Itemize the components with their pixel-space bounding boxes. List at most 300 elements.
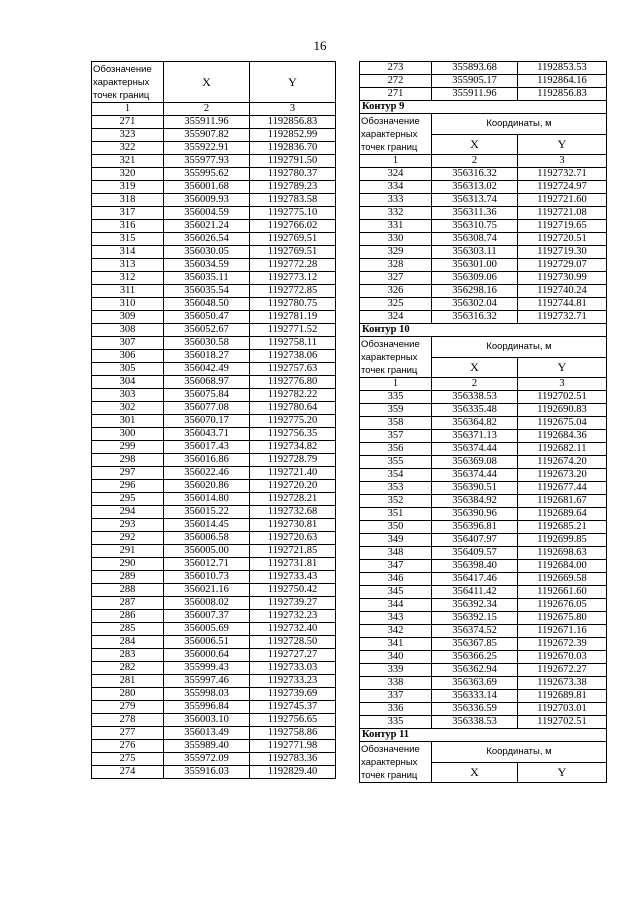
x-value: 356014.45	[164, 519, 250, 532]
point-number: 303	[92, 389, 164, 402]
table-row	[92, 207, 336, 220]
table-row	[92, 506, 336, 519]
point-number: 274	[92, 766, 164, 779]
point-number: 337	[360, 690, 432, 703]
x-value: 355989.40	[164, 740, 250, 753]
y-value: 1192775.10	[250, 207, 336, 220]
table-row	[92, 428, 336, 441]
y-value: 1192734.82	[250, 441, 336, 454]
x-value: 356390.51	[432, 482, 518, 495]
coordinates-header: Координаты, м	[432, 742, 607, 763]
table-row	[360, 599, 607, 612]
point-number: 326	[360, 285, 432, 298]
x-value: 356333.14	[432, 690, 518, 703]
y-value: 1192782.22	[250, 389, 336, 402]
point-number: 320	[92, 168, 164, 181]
contour-title-row	[360, 729, 607, 742]
table-row	[92, 623, 336, 636]
table-row	[92, 519, 336, 532]
y-value: 1192730.81	[250, 519, 336, 532]
x-value: 355893.68	[432, 62, 518, 75]
point-number: 271	[360, 88, 432, 101]
table-row	[360, 443, 607, 456]
y-value: 1192771.98	[250, 740, 336, 753]
table-row	[360, 521, 607, 534]
x-value: 356021.24	[164, 220, 250, 233]
point-number: 348	[360, 547, 432, 560]
contour-title-row	[360, 324, 607, 337]
y-value: 1192684.36	[518, 430, 607, 443]
column-number: 3	[518, 155, 607, 168]
x-value: 356396.81	[432, 521, 518, 534]
point-number: 284	[92, 636, 164, 649]
y-value: 1192856.83	[518, 88, 607, 101]
x-value: 356050.47	[164, 311, 250, 324]
x-value: 356316.32	[432, 168, 518, 181]
y-header: Y	[518, 762, 607, 783]
x-value: 356367.85	[432, 638, 518, 651]
y-value: 1192856.83	[250, 116, 336, 129]
point-number: 312	[92, 272, 164, 285]
x-value: 356075.84	[164, 389, 250, 402]
point-number: 299	[92, 441, 164, 454]
x-value: 356013.49	[164, 727, 250, 740]
table-row	[360, 677, 607, 690]
designation-header-line: характерных	[361, 351, 418, 363]
x-header: X	[432, 134, 518, 155]
y-value: 1192719.30	[518, 246, 607, 259]
table-row	[92, 337, 336, 350]
point-number: 275	[92, 753, 164, 766]
point-number: 345	[360, 586, 432, 599]
x-value: 356000.64	[164, 649, 250, 662]
point-number: 344	[360, 599, 432, 612]
point-number: 354	[360, 469, 432, 482]
column-number: 3	[518, 378, 607, 391]
point-number: 308	[92, 324, 164, 337]
y-value: 1192703.01	[518, 703, 607, 716]
x-value: 356390.96	[432, 508, 518, 521]
point-number: 283	[92, 649, 164, 662]
y-value: 1192690.83	[518, 404, 607, 417]
x-header: X	[432, 357, 518, 378]
x-value: 356392.34	[432, 599, 518, 612]
table-row	[360, 534, 607, 547]
contour-title: Контур 10	[360, 324, 607, 337]
point-number: 347	[360, 560, 432, 573]
table-row	[360, 482, 607, 495]
x-value: 355911.96	[164, 116, 250, 129]
x-value: 356012.71	[164, 558, 250, 571]
y-header: Y	[518, 134, 607, 155]
left-coordinates-table	[91, 61, 336, 779]
x-value: 356052.67	[164, 324, 250, 337]
point-number: 289	[92, 571, 164, 584]
y-value: 1192783.36	[250, 753, 336, 766]
point-number: 287	[92, 597, 164, 610]
point-number: 317	[92, 207, 164, 220]
column-number-row	[360, 155, 607, 168]
contour-title-row	[360, 101, 607, 114]
y-value: 1192728.21	[250, 493, 336, 506]
y-value: 1192739.27	[250, 597, 336, 610]
x-value: 356018.27	[164, 350, 250, 363]
y-header: Y	[518, 357, 607, 378]
table-row	[92, 675, 336, 688]
y-value: 1192675.04	[518, 417, 607, 430]
x-value: 356384.92	[432, 495, 518, 508]
y-value: 1192745.37	[250, 701, 336, 714]
point-number: 302	[92, 402, 164, 415]
designation-header-line: точек границ	[361, 769, 418, 781]
table-row	[92, 467, 336, 480]
x-value: 356364.82	[432, 417, 518, 430]
y-header: Y	[250, 62, 336, 103]
table-row	[92, 454, 336, 467]
x-value: 356369.08	[432, 456, 518, 469]
point-number: 313	[92, 259, 164, 272]
designation-header	[360, 114, 432, 155]
y-value: 1192740.24	[518, 285, 607, 298]
x-value: 356015.22	[164, 506, 250, 519]
y-value: 1192677.44	[518, 482, 607, 495]
point-number: 278	[92, 714, 164, 727]
point-number: 329	[360, 246, 432, 259]
y-value: 1192781.19	[250, 311, 336, 324]
designation-header-line: точек границ	[93, 89, 150, 101]
table-row	[360, 404, 607, 417]
point-number: 334	[360, 181, 432, 194]
table-row	[360, 181, 607, 194]
y-value: 1192744.81	[518, 298, 607, 311]
y-value: 1192852.99	[250, 129, 336, 142]
table-row	[360, 625, 607, 638]
y-value: 1192750.42	[250, 584, 336, 597]
point-number: 277	[92, 727, 164, 740]
point-number: 319	[92, 181, 164, 194]
table-row	[360, 612, 607, 625]
table-row	[92, 168, 336, 181]
table-row	[360, 547, 607, 560]
y-value: 1192766.02	[250, 220, 336, 233]
x-value: 355905.17	[432, 75, 518, 88]
point-number: 324	[360, 168, 432, 181]
y-value: 1192721.60	[518, 194, 607, 207]
point-number: 271	[92, 116, 164, 129]
x-header: X	[164, 62, 250, 103]
y-value: 1192789.23	[250, 181, 336, 194]
table-row	[360, 508, 607, 521]
point-number: 314	[92, 246, 164, 259]
y-value: 1192719.65	[518, 220, 607, 233]
table-row	[92, 662, 336, 675]
y-value: 1192675.80	[518, 612, 607, 625]
point-number: 357	[360, 430, 432, 443]
designation-header-line: характерных	[93, 76, 150, 88]
point-number: 310	[92, 298, 164, 311]
x-value: 356310.75	[432, 220, 518, 233]
y-value: 1192732.68	[250, 506, 336, 519]
point-number: 307	[92, 337, 164, 350]
table-row	[92, 493, 336, 506]
point-number: 349	[360, 534, 432, 547]
table-row	[360, 560, 607, 573]
point-number: 330	[360, 233, 432, 246]
table-row	[92, 545, 336, 558]
table-row	[92, 740, 336, 753]
point-number: 332	[360, 207, 432, 220]
column-number: 2	[432, 155, 518, 168]
y-value: 1192730.99	[518, 272, 607, 285]
table-header-row	[92, 62, 336, 103]
designation-header-line: точек границ	[361, 364, 418, 376]
x-value: 356309.06	[432, 272, 518, 285]
point-number: 273	[360, 62, 432, 75]
y-value: 1192684.00	[518, 560, 607, 573]
point-number: 358	[360, 417, 432, 430]
point-number: 286	[92, 610, 164, 623]
table-row	[360, 311, 607, 324]
x-value: 356035.54	[164, 285, 250, 298]
column-number: 2	[432, 378, 518, 391]
point-number: 294	[92, 506, 164, 519]
table-row	[92, 571, 336, 584]
x-value: 356374.44	[432, 443, 518, 456]
table-row	[360, 703, 607, 716]
table-row	[360, 690, 607, 703]
x-value: 356010.73	[164, 571, 250, 584]
x-value: 356006.58	[164, 532, 250, 545]
table-row	[92, 441, 336, 454]
table-row	[92, 142, 336, 155]
designation-header	[360, 337, 432, 378]
table-row	[92, 597, 336, 610]
y-value: 1192676.05	[518, 599, 607, 612]
table-row	[92, 324, 336, 337]
table-row	[360, 391, 607, 404]
y-value: 1192780.75	[250, 298, 336, 311]
table-row	[360, 233, 607, 246]
point-number: 327	[360, 272, 432, 285]
y-value: 1192780.64	[250, 402, 336, 415]
point-number: 323	[92, 129, 164, 142]
x-value: 356007.37	[164, 610, 250, 623]
y-value: 1192772.85	[250, 285, 336, 298]
point-number: 293	[92, 519, 164, 532]
point-number: 353	[360, 482, 432, 495]
point-number: 322	[92, 142, 164, 155]
y-value: 1192791.50	[250, 155, 336, 168]
table-row	[92, 220, 336, 233]
column-number: 1	[360, 155, 432, 168]
designation-header-line: характерных	[361, 128, 418, 140]
x-value: 356020.86	[164, 480, 250, 493]
x-value: 355997.46	[164, 675, 250, 688]
point-number: 359	[360, 404, 432, 417]
y-value: 1192728.50	[250, 636, 336, 649]
table-row	[360, 62, 607, 75]
column-number-row	[360, 378, 607, 391]
y-value: 1192780.37	[250, 168, 336, 181]
x-value: 355907.82	[164, 129, 250, 142]
point-number: 288	[92, 584, 164, 597]
x-value: 356001.68	[164, 181, 250, 194]
x-value: 356043.71	[164, 428, 250, 441]
y-value: 1192689.81	[518, 690, 607, 703]
y-value: 1192773.12	[250, 272, 336, 285]
x-value: 356316.32	[432, 311, 518, 324]
table-row	[360, 88, 607, 101]
x-value: 356336.59	[432, 703, 518, 716]
y-value: 1192733.23	[250, 675, 336, 688]
point-number: 342	[360, 625, 432, 638]
y-value: 1192672.39	[518, 638, 607, 651]
table-row	[360, 651, 607, 664]
table-row	[92, 584, 336, 597]
table-row	[92, 480, 336, 493]
x-value: 356313.74	[432, 194, 518, 207]
y-value: 1192661.60	[518, 586, 607, 599]
y-value: 1192769.51	[250, 233, 336, 246]
x-value: 356022.46	[164, 467, 250, 480]
y-value: 1192829.40	[250, 766, 336, 779]
designation-header	[360, 742, 432, 783]
point-number: 290	[92, 558, 164, 571]
x-value: 356070.17	[164, 415, 250, 428]
y-value: 1192721.40	[250, 467, 336, 480]
table-row	[360, 586, 607, 599]
column-number: 2	[164, 103, 250, 116]
point-number: 282	[92, 662, 164, 675]
table-row	[92, 194, 336, 207]
x-value: 356392.15	[432, 612, 518, 625]
x-value: 355972.09	[164, 753, 250, 766]
point-number: 315	[92, 233, 164, 246]
table-row	[92, 363, 336, 376]
table-row	[92, 558, 336, 571]
x-value: 356338.53	[432, 391, 518, 404]
point-number: 351	[360, 508, 432, 521]
y-value: 1192672.27	[518, 664, 607, 677]
y-value: 1192727.27	[250, 649, 336, 662]
x-value: 356298.16	[432, 285, 518, 298]
point-number: 295	[92, 493, 164, 506]
table-row	[360, 246, 607, 259]
y-value: 1192720.51	[518, 233, 607, 246]
column-number: 1	[92, 103, 164, 116]
point-number: 318	[92, 194, 164, 207]
y-value: 1192670.03	[518, 651, 607, 664]
x-value: 355911.96	[432, 88, 518, 101]
point-number: 339	[360, 664, 432, 677]
point-number: 333	[360, 194, 432, 207]
x-value: 356048.50	[164, 298, 250, 311]
table-row	[92, 129, 336, 142]
x-value: 356068.97	[164, 376, 250, 389]
point-number: 300	[92, 428, 164, 441]
table-row	[360, 75, 607, 88]
table-row	[360, 430, 607, 443]
x-value: 356374.44	[432, 469, 518, 482]
x-value: 356030.58	[164, 337, 250, 350]
point-number: 301	[92, 415, 164, 428]
point-number: 336	[360, 703, 432, 716]
table-row	[360, 194, 607, 207]
point-number: 285	[92, 623, 164, 636]
x-value: 356366.25	[432, 651, 518, 664]
x-value: 356006.51	[164, 636, 250, 649]
point-number: 350	[360, 521, 432, 534]
point-number: 356	[360, 443, 432, 456]
x-value: 355922.91	[164, 142, 250, 155]
table-row	[92, 155, 336, 168]
y-value: 1192702.51	[518, 716, 607, 729]
table-row	[92, 285, 336, 298]
designation-header-line: Обозначение	[361, 743, 420, 755]
point-number: 335	[360, 391, 432, 404]
y-value: 1192732.23	[250, 610, 336, 623]
table-row	[92, 181, 336, 194]
y-value: 1192732.71	[518, 168, 607, 181]
table-header-row	[360, 337, 607, 358]
table-row	[92, 350, 336, 363]
x-value: 356302.04	[432, 298, 518, 311]
table-row	[360, 259, 607, 272]
x-value: 356308.74	[432, 233, 518, 246]
point-number: 272	[360, 75, 432, 88]
y-value: 1192732.71	[518, 311, 607, 324]
x-value: 356303.11	[432, 246, 518, 259]
point-number: 291	[92, 545, 164, 558]
y-value: 1192733.03	[250, 662, 336, 675]
y-value: 1192732.40	[250, 623, 336, 636]
x-value: 356338.53	[432, 716, 518, 729]
x-value: 356374.52	[432, 625, 518, 638]
table-row	[360, 272, 607, 285]
table-row	[360, 716, 607, 729]
x-value: 356014.80	[164, 493, 250, 506]
x-value: 356311.36	[432, 207, 518, 220]
x-value: 356335.48	[432, 404, 518, 417]
y-value: 1192685.21	[518, 521, 607, 534]
x-value: 356398.40	[432, 560, 518, 573]
y-value: 1192720.20	[250, 480, 336, 493]
table-row	[92, 116, 336, 129]
contour-title: Контур 11	[360, 729, 607, 742]
point-number: 280	[92, 688, 164, 701]
x-value: 355995.62	[164, 168, 250, 181]
y-value: 1192758.86	[250, 727, 336, 740]
x-value: 356411.42	[432, 586, 518, 599]
x-value: 356362.94	[432, 664, 518, 677]
table-row	[360, 298, 607, 311]
point-number: 338	[360, 677, 432, 690]
column-number: 1	[360, 378, 432, 391]
x-value: 356313.02	[432, 181, 518, 194]
table-row	[92, 701, 336, 714]
table-row	[360, 573, 607, 586]
y-value: 1192682.11	[518, 443, 607, 456]
table-row	[92, 272, 336, 285]
x-value: 356008.02	[164, 597, 250, 610]
y-value: 1192674.20	[518, 456, 607, 469]
point-number: 328	[360, 259, 432, 272]
table-row	[92, 402, 336, 415]
y-value: 1192738.06	[250, 350, 336, 363]
point-number: 297	[92, 467, 164, 480]
table-row	[92, 389, 336, 402]
x-value: 355916.03	[164, 766, 250, 779]
